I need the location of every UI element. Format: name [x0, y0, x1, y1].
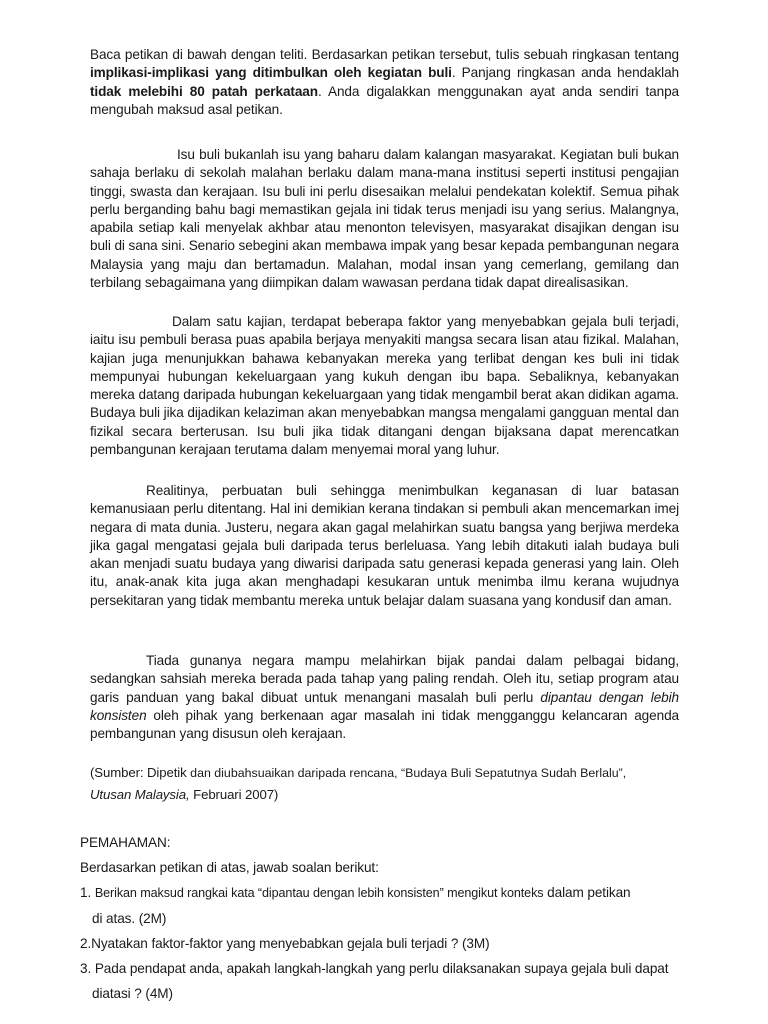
source-part-1: (Sumber: Dipetik: [90, 765, 191, 780]
passage-paragraph-2: Dalam satu kajian, terdapat beberapa faktor yang menyebabkan gejala buli terjadi, iaitu isu pembuli berasa puas apabila berjaya menyakiti mangsa secara lisan atau fizikal. Malahan, kajian juga menunjukkan bahawa kebanyakan mereka yang terlibat dengan kes buli ini tidak mempunyai hubungan kekeluargaan yang kukuh dengan ibu bapa. Sebaliknya, kebanyakan mereka datang daripada hubungan kekeluargaan yang tidak mengambil berat akan didikan agama. Budaya buli jika dijadikan kelaziman akan menyebabkan mangsa mengalami gangguan mental dan fizikal secara berterusan. Isu buli jika tidak ditangani dengan bijaksana dapat merencatkan pembangunan kerajaan terutama dalam menyemai moral yang luhur.: [90, 314, 679, 458]
question-1-text-b: dalam petikan: [543, 885, 631, 900]
para4-text-a: Tiada gunanya negara mampu melahirkan bijak pandai dalam pelbagai bidang, sedangkan sahsiah mereka berada pada tahap yang paling rendah. Oleh itu, setiap program atau garis panduan yang bakal dibuat untuk menangani masalah buli perlu: [90, 653, 679, 705]
para4-italic: dipantau dengan lebih konsisten: [90, 689, 679, 723]
comprehension-section: [80, 830, 700, 1006]
instruction-text-2: . Panjang ringkasan anda hendaklah: [451, 65, 680, 81]
source-part-3: Februari 2007): [189, 787, 279, 802]
comprehension-intro: Berdasarkan petikan di atas, jawab soalan berikut:: [80, 860, 379, 875]
instruction-text-1: Baca petikan di bawah dengan teliti. Berdasarkan petikan tersebut, tulis sebuah ringkasan tentang: [90, 47, 679, 62]
instruction-paragraph: [90, 46, 679, 119]
question-1-number: 1.: [80, 885, 95, 900]
passage-paragraph-4: [90, 652, 679, 743]
instruction-bold-2: tidak melebihi 80 patah perkataan: [90, 83, 318, 99]
question-1-cont: di atas. (2M): [92, 911, 167, 926]
source-publication: Utusan Malaysia,: [90, 787, 190, 802]
para4-text-b: oleh pihak yang berkenaan agar masalah ini tidak mengganggu kelancaran agenda pembangunan yang disusun oleh kerajaan.: [90, 707, 679, 742]
instruction-bold-1: implikasi-implikasi yang ditimbulkan oleh kegiatan buli: [90, 65, 452, 81]
source-part-2: dan diubahsuaikan daripada rencana, “Budaya Buli Sepatutnya Sudah Berlalu”,: [190, 766, 627, 780]
source-citation: [90, 762, 690, 806]
question-1: [80, 880, 700, 906]
comprehension-heading: PEMAHAMAN:: [80, 835, 171, 850]
question-3-cont: diatasi ? (4M): [92, 986, 173, 1001]
question-1-text-a: Berikan maksud rangkai kata “dipantau dengan lebih konsisten” mengikut konteks: [94, 886, 544, 900]
passage-paragraph-1: Isu buli bukanlah isu yang baharu dalam kalangan masyarakat. Kegiatan buli bukan sahaja berlaku di sekolah malahan berlaku dalam mana-mana institusi seperti institusi pengajian tinggi, swasta dan kerajaan. Isu buli ini perlu disesaikan melalui pendekatan kolektif. Semua pihak perlu berganding bahu bagi memastikan gejala ini tidak terus menjadi isu yang serius. Malangnya, apabila setiap kali menyelak akhbar atau menonton televisyen, masyarakat disajikan dengan isu buli di sana sini. Senario sebegini akan membawa impak yang besar kepada pembangunan negara Malaysia yang maju dan bertamadun. Malahan, modal insan yang cemerlang, gemilang dan terbilang sebagaimana yang diimpikan dalam wawasan perdana tidak dapat direalisasikan.: [90, 147, 679, 291]
question-3: 3. Pada pendapat anda, apakah langkah-langkah yang perlu dilaksanakan supaya gejala buli dapat: [80, 961, 669, 976]
question-2: 2.Nyatakan faktor-faktor yang menyebabkan gejala buli terjadi ? (3M): [80, 936, 490, 951]
instruction-text-3: . Anda digalakkan menggunakan ayat anda sendiri tanpa mengubah maksud asal petikan.: [90, 83, 679, 117]
passage-paragraph-3: Realitinya, perbuatan buli sehingga menimbulkan keganasan di luar batasan kemanusiaan perlu ditentang. Hal ini demikian kerana tindakan si pembuli akan mencemarkan imej negara di mata dunia. Justeru, negara akan gagal melahirkan suatu bangsa yang berjiwa merdeka jika gagal mengatasi gejala buli daripada terus berleluasa. Yang lebih ditakuti ialah budaya buli akan menjadi suatu budaya yang diwarisi daripada satu generasi kepada generasi yang lain. Oleh itu, anak-anak kita juga akan menghadapi kesukaran untuk menimba ilmu kerana wujudnya persekitaran yang tidak membantu mereka untuk belajar dalam suasana yang kondusif dan aman.: [90, 483, 679, 608]
